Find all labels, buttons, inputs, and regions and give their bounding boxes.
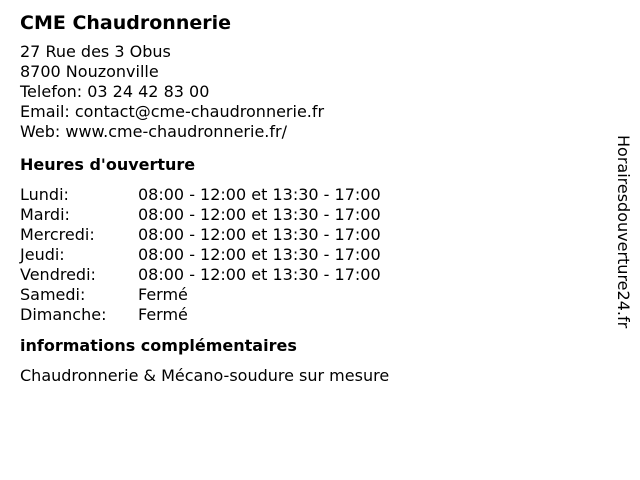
hours-row-friday	[20, 265, 600, 285]
business-info	[20, 9, 600, 386]
hours-row-sunday	[20, 305, 600, 325]
day-hours: 08:00 - 12:00 et 13:30 - 17:00	[138, 205, 381, 224]
business-name: CME Chaudronnerie	[20, 12, 231, 34]
day-hours: 08:00 - 12:00 et 13:30 - 17:00	[138, 265, 381, 284]
day-label: Vendredi:	[20, 265, 96, 284]
site-brand-watermark: Horairesdouverture24.fr	[614, 135, 633, 329]
day-label: Mercredi:	[20, 225, 95, 244]
website-address: Web: www.cme-chaudronnerie.fr/	[20, 122, 287, 141]
day-label: Samedi:	[20, 285, 86, 304]
day-label: Lundi:	[20, 185, 69, 204]
hours-row-tuesday	[20, 205, 600, 225]
email-address: Email: contact@cme-chaudronnerie.fr	[20, 102, 325, 121]
extra-info-title: informations complémentaires	[20, 336, 297, 355]
day-hours: 08:00 - 12:00 et 13:30 - 17:00	[138, 245, 381, 264]
day-hours: 08:00 - 12:00 et 13:30 - 17:00	[138, 225, 381, 244]
day-hours: 08:00 - 12:00 et 13:30 - 17:00	[138, 185, 381, 204]
phone-number: Telefon: 03 24 42 83 00	[20, 82, 210, 101]
extra-info-text: Chaudronnerie & Mécano-soudure sur mesure	[20, 366, 390, 385]
hours-row-monday	[20, 185, 600, 205]
day-hours: Fermé	[138, 305, 188, 324]
opening-hours-list	[20, 185, 600, 325]
day-label: Dimanche:	[20, 305, 107, 324]
day-label: Mardi:	[20, 205, 70, 224]
hours-title: Heures d'ouverture	[20, 155, 196, 174]
day-label: Jeudi:	[20, 245, 65, 264]
hours-row-saturday	[20, 285, 600, 305]
street-address: 27 Rue des 3 Obus	[20, 42, 171, 61]
contact-block	[20, 42, 600, 142]
city-address: 8700 Nouzonville	[20, 62, 159, 81]
hours-row-thursday	[20, 245, 600, 265]
hours-row-wednesday	[20, 225, 600, 245]
day-hours: Fermé	[138, 285, 188, 304]
